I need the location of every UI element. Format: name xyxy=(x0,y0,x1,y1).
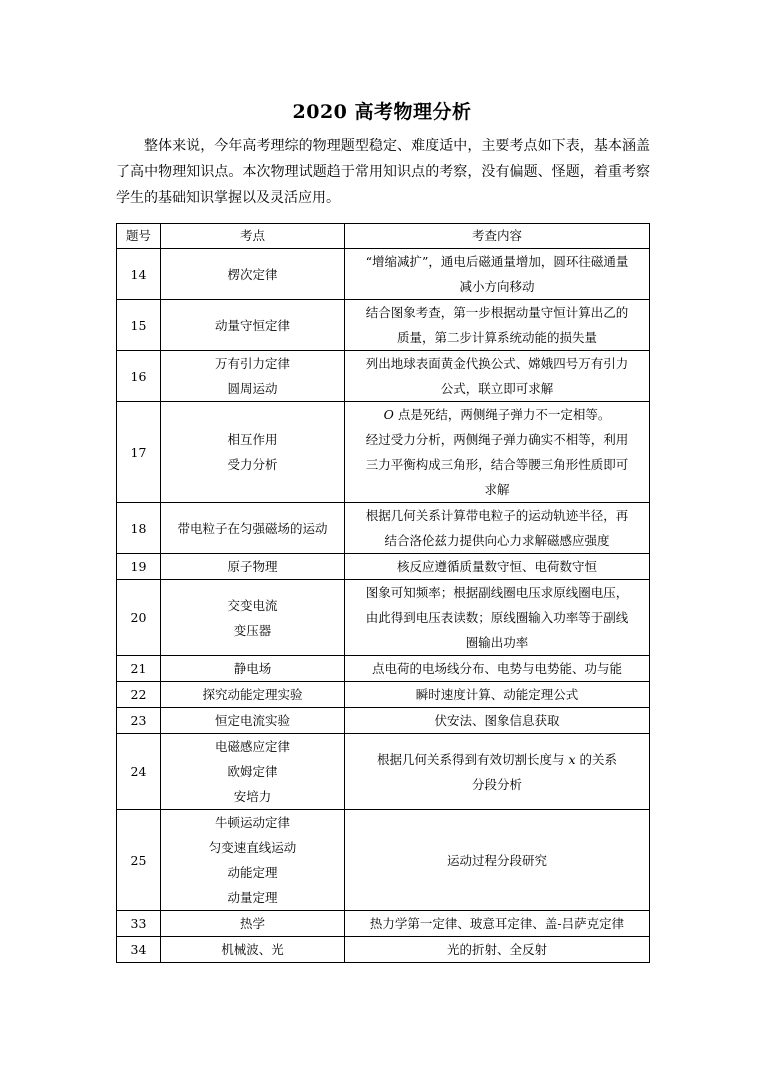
exam-point xyxy=(161,810,345,911)
exam-point-line: 交变电流 xyxy=(227,597,278,613)
variable-x: x xyxy=(568,751,576,767)
exam-content xyxy=(345,503,650,554)
table-row xyxy=(117,249,650,300)
exam-point-line: 动能定理 xyxy=(227,865,278,880)
exam-content-line: 由此得到电压表读数；原线圈输入功率等于副线 xyxy=(365,610,629,625)
question-number: 33 xyxy=(117,911,161,937)
exam-content-line: 热力学第一定律、玻意耳定律、盖-吕萨克定律 xyxy=(369,916,625,931)
question-number: 20 xyxy=(117,580,161,656)
exam-point-line: 动量定理 xyxy=(227,890,278,905)
exam-content-line: 减小方向移动 xyxy=(459,279,535,294)
exam-content-text: 根据几何关系得到有效切割长度与 xyxy=(376,751,569,767)
question-number: 17 xyxy=(117,402,161,503)
exam-content xyxy=(345,810,650,911)
header-exam-content: 考查内容 xyxy=(345,224,650,249)
table-row xyxy=(117,937,650,963)
exam-point-line: 恒定电流实验 xyxy=(214,713,290,728)
question-number: 15 xyxy=(117,300,161,351)
exam-point xyxy=(161,937,345,963)
point-label-o: O xyxy=(383,407,394,422)
exam-content xyxy=(345,708,650,734)
exam-point xyxy=(161,249,345,300)
table-row xyxy=(117,656,650,682)
question-number: 19 xyxy=(117,554,161,580)
exam-content-line: 公式，联立即可求解 xyxy=(440,381,554,396)
table-row xyxy=(117,300,650,351)
exam-point xyxy=(161,580,345,656)
exam-content xyxy=(345,351,650,402)
exam-content xyxy=(345,300,650,351)
exam-content-line: 伏安法、图象信息获取 xyxy=(434,713,560,728)
exam-content-line: 三力平衡构成三角形，结合等腰三角形性质即可 xyxy=(365,457,629,472)
table-row xyxy=(117,708,650,734)
exam-content xyxy=(345,656,650,682)
exam-content-line: 分段分析 xyxy=(471,776,522,792)
exam-content xyxy=(345,734,650,810)
table-row xyxy=(117,580,650,656)
exam-content-line: “增缩减扩”，通电后磁通量增加，圆环往磁通量 xyxy=(365,254,629,269)
exam-content-line: 核反应遵循质量数守恒、电荷数守恒 xyxy=(396,559,597,574)
exam-content xyxy=(345,554,650,580)
exam-content-line xyxy=(349,747,645,772)
exam-point xyxy=(161,554,345,580)
table-row xyxy=(117,503,650,554)
exam-content xyxy=(345,937,650,963)
exam-content-line: 列出地球表面黄金代换公式、嫦娥四号万有引力 xyxy=(365,356,629,371)
exam-point-line: 牛顿运动定律 xyxy=(214,815,290,830)
exam-content-line: 结合图象考查，第一步根据动量守恒计算出乙的 xyxy=(365,305,629,320)
header-exam-point: 考点 xyxy=(161,224,345,249)
exam-content xyxy=(345,580,650,656)
header-question-number: 题号 xyxy=(117,224,161,249)
table-row xyxy=(117,911,650,937)
table-row xyxy=(117,810,650,911)
exam-content xyxy=(345,682,650,708)
table-row xyxy=(117,554,650,580)
question-number: 14 xyxy=(117,249,161,300)
table-row xyxy=(117,734,650,810)
question-number: 25 xyxy=(117,810,161,911)
question-number: 34 xyxy=(117,937,161,963)
table-row xyxy=(117,682,650,708)
exam-points-table xyxy=(116,223,650,963)
question-number: 23 xyxy=(117,708,161,734)
exam-content-line: 求解 xyxy=(484,482,510,497)
exam-point-line: 电磁感应定律 xyxy=(214,739,290,754)
exam-point xyxy=(161,351,345,402)
exam-content-line: 结合洛伦兹力提供向心力求解磁感应强度 xyxy=(384,533,610,548)
exam-point-line: 带电粒子在匀强磁场的运动 xyxy=(177,520,328,536)
exam-point xyxy=(161,503,345,554)
exam-point-line: 楞次定律 xyxy=(227,266,278,282)
exam-content xyxy=(345,402,650,503)
exam-point-line: 静电场 xyxy=(233,661,272,676)
exam-point xyxy=(161,656,345,682)
question-number: 22 xyxy=(117,682,161,708)
exam-point-line: 万有引力定律 xyxy=(214,356,290,371)
exam-content-line: 质量，第二步计算系统动能的损失量 xyxy=(396,330,597,345)
exam-content-line: 瞬时速度计算、动能定理公式 xyxy=(415,687,579,702)
exam-point-line: 热学 xyxy=(239,916,265,931)
exam-point-line: 欧姆定律 xyxy=(227,764,278,779)
exam-point-line: 原子物理 xyxy=(227,559,278,574)
intro-paragraph: 整体来说，今年高考理综的物理题型稳定、难度适中，主要考点如下表，基本涵盖了高中物理知识点。本次物理试题趋于常用知识点的考察，没有偏题、怪题，着重考察学生的基础知识掌握以及灵活应用。 xyxy=(116,138,650,206)
exam-point-line: 匀变速直线运动 xyxy=(208,840,297,855)
exam-content-line: 运动过程分段研究 xyxy=(446,852,547,868)
exam-content-line xyxy=(349,402,645,427)
exam-point-line: 变压器 xyxy=(233,622,272,638)
exam-point-line: 相互作用 xyxy=(227,432,278,447)
exam-point xyxy=(161,300,345,351)
exam-point xyxy=(161,402,345,503)
exam-point-line: 动量守恒定律 xyxy=(214,317,290,333)
exam-content-line: 根据几何关系计算带电粒子的运动轨迹半径，再 xyxy=(365,508,629,523)
question-number: 16 xyxy=(117,351,161,402)
exam-content xyxy=(345,249,650,300)
question-number: 18 xyxy=(117,503,161,554)
document-title: 2020 高考物理分析 xyxy=(292,101,472,123)
exam-content-text: 的关系 xyxy=(575,751,618,767)
question-number: 24 xyxy=(117,734,161,810)
exam-content xyxy=(345,911,650,937)
exam-point-line: 探究动能定理实验 xyxy=(202,687,303,702)
exam-content-line: 圈输出功率 xyxy=(465,635,529,650)
exam-content-line: 图象可知频率；根据副线圈电压求原线圈电压， xyxy=(365,585,629,600)
exam-point-line: 圆周运动 xyxy=(227,381,278,396)
table-header-row xyxy=(117,224,650,249)
exam-content-line: 点电荷的电场线分布、电势与电势能、功与能 xyxy=(371,661,622,676)
exam-point xyxy=(161,682,345,708)
exam-point-line: 受力分析 xyxy=(227,457,278,472)
exam-content-text: 点是死结，两侧绳子弹力不一定相等。 xyxy=(393,407,611,422)
exam-content-line: 经过受力分析，两侧绳子弹力确实不相等，利用 xyxy=(365,432,629,447)
table-row xyxy=(117,402,650,503)
table-row xyxy=(117,351,650,402)
exam-content-line: 光的折射、全反射 xyxy=(446,942,547,957)
exam-point xyxy=(161,911,345,937)
exam-point-line: 机械波、光 xyxy=(221,942,284,957)
exam-point-line: 安培力 xyxy=(233,789,272,804)
question-number: 21 xyxy=(117,656,161,682)
exam-point xyxy=(161,708,345,734)
exam-point xyxy=(161,734,345,810)
